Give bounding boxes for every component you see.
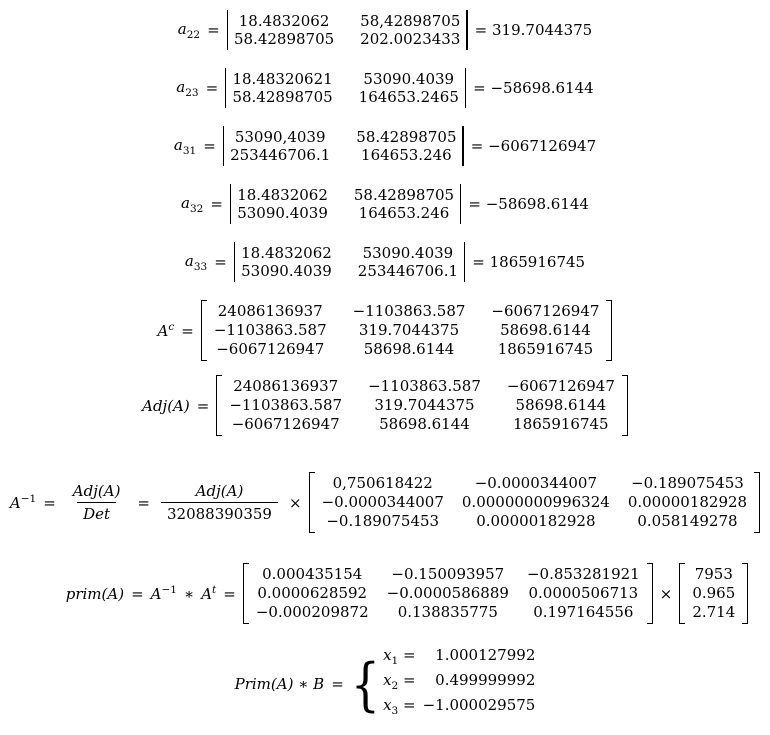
matrix-cell: 18.4832062	[237, 186, 328, 204]
determinant-2x2	[234, 242, 465, 282]
equals-sign: =	[181, 321, 194, 340]
vector-cell: 0.965	[692, 584, 736, 602]
subscript-1: 1	[391, 655, 399, 667]
system-row-lhs	[383, 646, 416, 671]
matrix-cell: 253446706.1	[230, 146, 331, 164]
matrix-cell: 253446706.1	[357, 262, 458, 280]
system-row-lhs	[383, 696, 416, 721]
determinant-equation-a22	[178, 10, 592, 50]
result-value: = −58698.6144	[468, 195, 589, 213]
variable-a: a	[177, 19, 187, 38]
multiplication-sign: ×	[288, 493, 302, 512]
vector-body	[685, 563, 742, 624]
matrix-cell: 319.7044375	[374, 396, 475, 414]
system-brace: {	[350, 649, 381, 718]
matrix-cell: 58698.6144	[515, 396, 607, 414]
matrix-cell: 0.00000000996324	[461, 493, 610, 511]
matrix-cell: −0.189075453	[631, 474, 744, 492]
fraction-numerator: Adj(A)	[72, 482, 121, 500]
variable-A: A	[150, 585, 162, 603]
asterisk-operator: ∗	[183, 584, 195, 603]
determinant-2x2	[225, 68, 466, 108]
determinant-bar-right	[464, 242, 465, 282]
equals-sign: =	[137, 493, 150, 512]
variable-A: A	[201, 585, 213, 603]
bracket-right	[622, 375, 628, 436]
solution-system-equation	[235, 646, 536, 721]
fraction-numerator: Adj(A)	[195, 482, 244, 500]
matrix-cell: 164653.2465	[358, 88, 459, 106]
determinant-equation-a23	[176, 68, 593, 108]
equals-sign: =	[205, 79, 219, 97]
matrix-body	[207, 300, 607, 361]
variable-x: x	[383, 646, 392, 664]
solution-value-x3: −1.000029575	[422, 696, 536, 714]
matrix-cell: −0.0000344007	[474, 474, 598, 492]
determinant-equation-a31	[174, 126, 596, 166]
matrix-cell: −0.0000344007	[321, 493, 444, 511]
coefficient-label-a33	[185, 252, 207, 273]
matrix-body	[226, 68, 464, 108]
determinant-equation-a32	[181, 184, 589, 224]
matrix-cell: 202.0023433	[360, 30, 461, 48]
bracket-right	[606, 300, 612, 361]
equals-sign: =	[43, 493, 56, 512]
variable-a: a	[176, 77, 186, 96]
prim-label: prim(A)	[65, 584, 125, 603]
matrix-3x3	[216, 375, 628, 436]
matrix-cell: −1103863.587	[213, 321, 327, 339]
matrix-cell: 0.000435154	[262, 565, 363, 583]
matrix-cell: −6067126947	[506, 377, 615, 395]
matrix-cell: −0.000209872	[255, 603, 369, 621]
solution-value-x2: 0.499999992	[435, 671, 536, 689]
vector-cell: 2.714	[692, 603, 736, 621]
superscript-c: c	[168, 321, 175, 333]
equals-sign: =	[403, 671, 416, 689]
determinant-2x2	[223, 126, 464, 166]
matrix-cell: 0.138835775	[397, 603, 498, 621]
system-rows	[383, 646, 535, 721]
matrix-body	[315, 472, 755, 533]
variable-a: a	[184, 251, 194, 270]
matrix-body	[224, 126, 462, 166]
matrix-cell: 58698.6144	[500, 321, 591, 339]
result-value: = −6067126947	[470, 137, 597, 155]
matrix-body	[228, 10, 466, 50]
coefficient-label-a31	[174, 136, 196, 157]
subscript-32: 32	[189, 202, 204, 215]
inverse-label	[10, 493, 36, 512]
matrix-cell: 164653.246	[361, 146, 452, 164]
equals-sign: =	[223, 584, 236, 603]
matrix-cell: −0.0000586889	[386, 584, 509, 602]
determinant-bar-right	[465, 68, 466, 108]
solution-label: Prim(A) ∗ B	[234, 674, 325, 693]
subscript-31: 31	[182, 144, 197, 157]
matrix-cell: 164653.246	[358, 204, 450, 222]
matrix-cell: 58.42898705	[353, 186, 455, 204]
result-value: = 1865916745	[472, 253, 586, 271]
matrix-cell: 53090.4039	[363, 70, 455, 88]
bracket-right	[647, 563, 653, 624]
superscript-minus-1: −1	[161, 584, 177, 596]
matrix-3x3	[201, 300, 613, 361]
inverse-term	[151, 584, 177, 603]
solution-value-x1: 1.000127992	[435, 646, 536, 664]
subscript-22: 22	[186, 28, 201, 41]
matrix-cell: 58,42898705	[360, 12, 461, 30]
coefficient-label-a23	[176, 78, 198, 99]
matrix-cell: 24086136937	[233, 377, 339, 395]
matrix-cell: 0.197164556	[533, 603, 634, 621]
result-value: = 319.7044375	[474, 21, 593, 39]
variable-a: a	[181, 193, 190, 212]
superscript-minus-1: −1	[20, 493, 37, 505]
vector-cell: 7953	[694, 565, 733, 583]
matrix-cell: −1103863.587	[229, 396, 343, 414]
multiplication-sign: ×	[659, 584, 673, 603]
subscript-3: 3	[391, 705, 399, 717]
matrix-cell: 0.00000182928	[627, 493, 748, 511]
determinant-2x2	[230, 184, 461, 224]
adjugate-label: Adj(A)	[142, 396, 190, 415]
subscript-2: 2	[391, 680, 399, 692]
matrix-cell: 53090.4039	[362, 244, 454, 262]
matrix-cell: −6067126947	[491, 302, 600, 320]
system-row-lhs	[383, 671, 416, 696]
fraction-adj-over-determinant-value	[161, 481, 278, 524]
equals-sign: =	[331, 674, 344, 693]
matrix-cell: 18.4832062	[238, 12, 330, 30]
adjugate-matrix-equation	[142, 375, 628, 436]
matrix-cell: 24086136937	[217, 302, 323, 320]
matrix-3x3	[309, 472, 761, 533]
vector-3x1	[679, 563, 748, 624]
matrix-cell: 0.00000182928	[476, 512, 596, 530]
matrix-cell: −6067126947	[216, 340, 325, 358]
matrix-cell: 53090,4039	[234, 128, 326, 146]
subscript-33: 33	[193, 260, 208, 273]
variable-a: a	[173, 135, 183, 154]
inverse-matrix-equation	[10, 472, 760, 533]
matrix-cell: 0.058149278	[637, 512, 738, 530]
bracket-right	[742, 563, 748, 624]
matrix-cell: 58698.6144	[379, 415, 470, 433]
matrix-cell: −6067126947	[231, 415, 340, 433]
prim-matrix-equation	[66, 563, 749, 624]
matrix-cell: −0.853281921	[526, 565, 640, 583]
transpose-term	[201, 584, 216, 603]
cofactor-matrix-equation	[158, 300, 613, 361]
matrix-cell: −0.150093957	[391, 565, 505, 583]
matrix-cell: 58.42898705	[356, 128, 457, 146]
coefficient-label-a22	[178, 20, 200, 41]
matrix-cell: −0.189075453	[326, 512, 440, 530]
matrix-body	[249, 563, 647, 624]
matrix-cell: 0,750618422	[332, 474, 433, 492]
cofactor-label	[158, 321, 175, 340]
determinant-2x2	[227, 10, 468, 50]
equals-sign: =	[207, 21, 220, 39]
matrix-cell: 319.7044375	[358, 321, 460, 339]
matrix-cell: 0.0000506713	[528, 584, 639, 602]
matrix-body	[235, 242, 464, 282]
matrix-cell: 18.48320621	[232, 70, 333, 88]
variable-A: A	[157, 322, 169, 340]
matrix-cell: 58.42898705	[233, 30, 335, 48]
matrix-cell: 18.4832062	[241, 244, 332, 262]
equals-sign: =	[214, 253, 227, 271]
matrix-cell: 53090.4039	[237, 204, 328, 222]
equals-sign: =	[203, 137, 216, 155]
matrix-body	[231, 184, 460, 224]
matrix-cell: 58698.6144	[363, 340, 455, 358]
equals-sign: =	[403, 646, 416, 664]
determinant-equation-a33	[185, 242, 585, 282]
matrix-body	[222, 375, 622, 436]
coefficient-label-a32	[181, 194, 203, 215]
determinant-bar-right	[462, 126, 463, 166]
matrix-cell: 1865916745	[513, 415, 609, 433]
matrix-cell: 58.42898705	[232, 88, 333, 106]
fraction-denominator: Det	[77, 502, 116, 524]
fraction-denominator: 32088390359	[161, 502, 278, 524]
matrix-cell: 53090.4039	[241, 262, 332, 280]
equals-sign: =	[403, 696, 416, 714]
matrix-3x3	[243, 563, 653, 624]
superscript-t: t	[212, 584, 217, 596]
determinant-bar-right	[460, 184, 461, 224]
fraction-adj-over-det	[67, 481, 127, 524]
subscript-23: 23	[185, 86, 199, 99]
bracket-right	[754, 472, 760, 533]
variable-x: x	[383, 671, 392, 689]
result-value: = −58698.6144	[473, 79, 594, 97]
determinant-bar-right	[466, 10, 467, 50]
equals-sign: =	[131, 584, 144, 603]
equals-sign: =	[210, 195, 223, 213]
variable-x: x	[383, 696, 392, 714]
matrix-cell: 0.0000628592	[257, 584, 368, 602]
matrix-cell: 1865916745	[497, 340, 594, 358]
matrix-cell: −1103863.587	[352, 302, 466, 320]
matrix-cell: −1103863.587	[368, 377, 481, 395]
equals-sign: =	[196, 396, 210, 415]
variable-A: A	[9, 494, 21, 512]
